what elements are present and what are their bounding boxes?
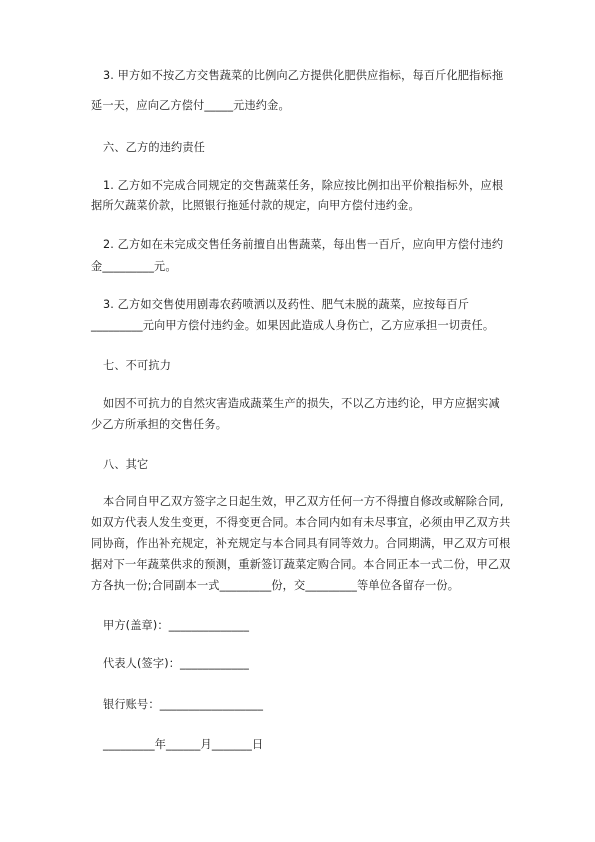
signature-representative: 代表人(签字)：____________ [103, 657, 249, 670]
section6-item2-line1: 2. 乙方如在未完成交售任务前擅自出售蔬菜，每出售一百斤，应向甲方偿付违约 [103, 238, 504, 251]
section8-line: 同协商，作出补充规定，补充规定与本合同具有同等效力。合同期满，甲乙双方可根 [91, 537, 511, 550]
section6-item1-line2: 据所欠蔬菜价款，比照银行拖延付款的规定，向甲方偿付违约金。 [91, 199, 420, 212]
signature-party-a: 甲方(盖章)：______________ [103, 619, 250, 632]
section6-heading: 六、乙方的违约责任 [103, 141, 206, 154]
signature-bank-account: 银行账号：__________________ [103, 698, 264, 711]
section6-item3-line2: _________元向甲方偿付违约金。如果因此造成人身伤亡，乙方应承担一切责任。 [91, 319, 495, 332]
clause-a3-line1: 3. 甲方如不按乙方交售蔬菜的比例向乙方提供化肥供应指标，每百斤化肥指标拖 [103, 69, 504, 82]
section8-heading: 八、其它 [103, 458, 149, 471]
section8-line: 如双方代表人发生变更，不得变更合同。本合同内如有未尽事宜，必须由甲乙双方共 [91, 516, 511, 529]
section6-item2-line2: 金_________元。 [91, 260, 177, 273]
section7-heading: 七、不可抗力 [103, 359, 172, 372]
section7-line1: 如因不可抗力的自然灾害造成蔬菜生产的损失，不以乙方违约论，甲方应据实减 [103, 397, 500, 410]
clause-a3-line2: 延一天，应向乙方偿付_____元违约金。 [91, 99, 290, 112]
section8-line: 本合同自甲乙双方签字之日起生效，甲乙双方任何一方不得擅自修改或解除合同, [103, 495, 504, 508]
section8-line: 据对下一年蔬菜供求的预测，重新签订蔬菜定购合同。本合同正本一式二份，甲乙双 [91, 558, 511, 571]
signature-date: _________年______月_______日 [103, 738, 264, 751]
section8-line: 方各执一份;合同副本一式_________份，交_________等单位各留存一份。 [91, 579, 460, 592]
section7-line2: 少乙方所承担的交售任务。 [91, 418, 228, 431]
section6-item1-line1: 1. 乙方如不完成合同规定的交售蔬菜任务，除应按比例扣出平价粮指标外，应根 [103, 179, 504, 192]
section6-item3-line1: 3. 乙方如交售使用剧毒农药喷洒以及药性、肥气未脱的蔬菜，应按每百斤 [103, 298, 470, 311]
